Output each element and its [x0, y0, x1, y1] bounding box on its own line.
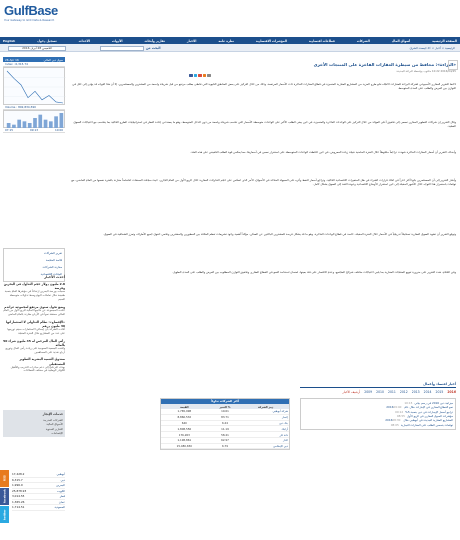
cell-value: 8,860,532 [161, 414, 208, 420]
archive-link-time: 08:30 [392, 418, 401, 423]
breadcrumb[interactable]: الرئيسية > أخبار > ٥٤ جيست الشرق [409, 46, 455, 50]
facebook-icon[interactable]: facebook [0, 488, 9, 505]
cell-change: 6.79 [208, 443, 243, 449]
cell-value: 1,808,556 [161, 426, 208, 432]
cell-company[interactable]: الدار [242, 437, 289, 443]
cell-company[interactable]: بنك دبي [242, 420, 289, 426]
volume-bar [33, 118, 37, 128]
tool-link[interactable]: قائمة المتابعة [45, 258, 62, 262]
news-body: أفادت الشركة بأن إجمالي الاستثمارات سيتم توزيعها على عدد من المشاريع خلال الفترة المقبلة [7, 326, 65, 335]
article-title: «البراءة»: محافظ من سيطرة العقارات الفاخرة على المنتجات الأخرى [313, 62, 456, 67]
volume-value: Volume : 892,834,590 [5, 105, 36, 109]
market-name: البحرين [56, 483, 65, 488]
time-tick: 09:13 [29, 128, 39, 132]
nav-item[interactable]: الأحداث [78, 38, 90, 43]
ad-slot[interactable] [448, 60, 458, 70]
market-name: قطر [59, 494, 65, 499]
market-value: 3,014.55 [12, 494, 25, 499]
news-item[interactable] [3, 305, 65, 317]
index-line-chart-svg [4, 68, 66, 106]
cell-value: 176,263 [161, 432, 208, 438]
column-header: القيمة [161, 404, 208, 409]
news-body: وافقت الجمعية العمومية على زيادة رأس المال وتوزيع أرباح نقدية على المساهمين [5, 345, 65, 354]
archive-year[interactable]: 2016 [447, 390, 456, 394]
volume-bar [60, 113, 64, 128]
archive-years [68, 389, 456, 395]
archive-link-item[interactable] [303, 423, 453, 427]
services-link[interactable]: الشركات المدرجة [43, 418, 63, 422]
market-name: دبي [60, 477, 65, 482]
archive-title: أخبار اقتصاد وأعمال [300, 382, 456, 388]
archive-link-text[interactable]: توقعات بتحسن الطلب على العقارات التجارية [400, 422, 453, 427]
column-header: التغير % [208, 404, 243, 409]
market-value: 25,878.93 [12, 488, 27, 493]
twitter-icon[interactable]: twitter [0, 506, 9, 523]
nav-item[interactable]: الشركات [356, 38, 370, 43]
index-line-chart [3, 67, 65, 105]
volume-bar-chart [3, 110, 65, 128]
latest-news-heading: أحدث الأخبار [44, 275, 65, 279]
market-row[interactable] [12, 505, 65, 511]
archive-link-text[interactable]: ميزانية دبي 2016 في رسم بياني [414, 401, 453, 405]
time-axis [3, 128, 65, 133]
archive-year[interactable]: 2013 [411, 390, 420, 394]
volume-bar-chart-svg [4, 111, 66, 129]
market-value: 6,315.7 [12, 477, 23, 482]
social-strip [0, 470, 9, 524]
print-icon[interactable] [207, 74, 211, 78]
volume-bar [17, 120, 21, 128]
news-item[interactable] [3, 320, 65, 336]
google-share-icon[interactable] [198, 74, 202, 78]
cell-change: 19.61 [208, 409, 243, 414]
date-selector[interactable]: الخميس 28 أبريل 2016 [8, 46, 66, 51]
volume-bar [49, 121, 53, 128]
email-share-icon[interactable] [203, 74, 207, 78]
services-link[interactable]: التقارير السنوية [45, 426, 63, 431]
cell-change: 6.24 [208, 420, 243, 426]
rss-icon[interactable]: RSS [0, 470, 9, 487]
archive-year[interactable]: 2010 [376, 390, 384, 394]
cell-value: 1,765,998 [161, 409, 208, 414]
market-value: 17,428.2 [12, 472, 25, 477]
archive-year[interactable]: 2015 [435, 390, 444, 394]
cell-change: 83.71 [208, 414, 243, 420]
volume-bar [38, 115, 42, 128]
archive-links [300, 398, 456, 430]
archive-link-time: 08:55 [396, 413, 405, 418]
tool-link[interactable]: البيانات الاقتصادية [40, 272, 62, 276]
article-paragraph: وفي الختام، شدد التقرير على ضرورة تنويع المنتجات العقارية بما يلبي احتياجات مختلف شرائح المجتمع، وعدم الاقتصار على فئة بعينها، لضمان استدامة النمو في القطاع العقاري وتحقيق التوازن المطلوب بين العرض والطلب على المدى الطويل. [172, 270, 456, 274]
nav-item[interactable]: English [3, 38, 16, 43]
archive-link-text[interactable]: مؤشرات السوق العقاري في الربع الأول [406, 413, 453, 418]
news-title[interactable]: رأس المال المرخص له 45 مليون شراء 50 بالمائة [3, 338, 65, 347]
archive-link-time: 09:40 [393, 405, 402, 410]
time-tick: 10:00 [54, 128, 63, 132]
share-icons [189, 73, 213, 78]
tool-link[interactable]: مقارنة الشركات [42, 265, 62, 269]
market-value: 1,714.51 [12, 505, 25, 510]
search-input[interactable] [100, 46, 144, 51]
cell-company[interactable]: إعمار [242, 414, 289, 420]
nav-item[interactable]: أسواق المال [391, 38, 411, 43]
volume-bar [54, 116, 58, 128]
index-panel [3, 57, 65, 133]
news-title[interactable]: وضع تحول سنوي مرتفع لمجموعة غراندم [4, 304, 65, 309]
cell-change: 11.19 [208, 426, 243, 432]
news-item[interactable] [3, 357, 65, 373]
cell-value: 15,480,650 [161, 443, 208, 449]
volume-bar [23, 121, 27, 128]
archive-year[interactable]: 2014 [423, 390, 432, 394]
market-name: أبوظبي [56, 472, 65, 477]
services-title: خدمات الإيجار [42, 412, 63, 416]
archive-year[interactable]: 2011 [388, 390, 396, 394]
news-body: سجلت بورصة البحرين ارتفاعاً في مؤشرها العام بنسبة طفيفة خلال تعاملات اليوم وسط تداولات متوسطة الحجم [4, 289, 65, 301]
article-paragraph: وأضاف التقرير أن أسعار العقارات الفاخرة شهدت تراجعاً ملحوظاً خلال الفترة الماضية نتيجة زيادة المعروض، في حين حافظت الوحدات المتوسطة على استقرار نسبي في أسعارها، مما يعكس قوة الطلب الحقيقي على هذه الفئة. [190, 150, 456, 154]
index-market-name: سوق دبي المالي [43, 57, 63, 62]
services-box [3, 410, 65, 437]
nav-item[interactable]: تسجيل دخول [37, 38, 57, 43]
cell-value: 640 [161, 420, 208, 426]
movers-header-row [161, 404, 289, 409]
brand-tagline: Your Gateway to GCC Data & Research [4, 19, 55, 22]
market-name: عمان [58, 499, 65, 504]
cell-change: 58.41 [208, 432, 243, 438]
archive-link-text[interactable]: تراجع أسعار الإيجارات في دبي بنسبة 5% [405, 409, 453, 414]
market-value: 1,365.26 [12, 499, 25, 504]
index-date: 26 Apr 16 [5, 57, 19, 62]
market-name: الكويت [56, 488, 65, 493]
nav-item[interactable]: المؤشرات الاقتصادية [255, 38, 287, 43]
cell-value: 1,198,861 [161, 437, 208, 443]
time-tick: 07:15 [5, 128, 14, 132]
main-nav [0, 37, 460, 44]
markets-list [12, 472, 65, 511]
column-header: رمز الشركة [242, 404, 289, 409]
brand-logo[interactable] [4, 3, 56, 25]
news-item[interactable] [3, 282, 65, 302]
cell-company[interactable]: شركة أبوظبي [242, 409, 289, 414]
nav-item[interactable]: قطاعات اقتصادية [308, 38, 335, 43]
cell-company[interactable]: دانة غاز [242, 432, 289, 438]
index-value: Index : 6,315.74 [5, 62, 28, 66]
tool-link[interactable]: تقرير الشركات [43, 251, 62, 255]
market-value: 1,996.9 [12, 483, 23, 488]
movers-table-box [160, 398, 290, 450]
news-item[interactable] [3, 339, 65, 355]
movers-title: أكثر الشركات تداولاً [161, 399, 289, 404]
volume-bar [44, 120, 48, 128]
services-link[interactable]: الإفصاحات [51, 430, 63, 435]
archive-link-text[interactable]: المشاريع العقارية الجديدة في أبوظبي خلال 2016 [385, 418, 453, 423]
news-title[interactable]: صندوق التنمية البشرية التطوير المستقبلي [19, 357, 65, 366]
archive-link-time: 10:15 [404, 401, 413, 405]
nav-item[interactable]: الصفحة الرئيسية [432, 38, 457, 43]
movers-table [161, 404, 289, 449]
news-body: أعلنت المجموعة عن نتائجها المالية للربع الأول من العام الحالي محققة نمواً في الأرباح مقارنة بالعام الماضي [3, 307, 65, 316]
table-row[interactable] [161, 443, 289, 449]
services-link[interactable]: الأسواق المالية [46, 422, 63, 427]
nav-item[interactable]: الأدوات [111, 38, 123, 43]
news-body: يهدف البرنامج إلى دعم مبادرات التدريب والتأهيل للكوادر الوطنية في مختلف القطاعات [10, 364, 65, 373]
news-title[interactable]: «الإفصاح»: نظام التداولي لا استثماراتها 39 مليون درهم [5, 319, 65, 328]
brand-name: GulfBase [4, 3, 58, 18]
archive-year[interactable]: 2009 [364, 390, 373, 394]
facebook-share-icon[interactable] [189, 74, 193, 78]
latest-news [3, 275, 65, 373]
article-paragraph: وتوقع التقرير أن تشهد السوق العقارية تصحيحاً تدريجياً في الأسعار خلال الفترة المقبلة، خاصة في قطاع الوحدات الفاخرة، وهو ما قد يشكل فرصة للمشترين الباحثين عن السكن، مؤكداً أهمية وجود تشريعات تنظم العلاقة بين المطورين والمشترين وتحمي حقوق جميع الأطراف وتعزز الشفافية في السوق. [103, 232, 456, 236]
twitter-share-icon[interactable] [194, 74, 198, 78]
cell-change: 62.97 [208, 437, 243, 443]
search-label: البحث عن [146, 46, 161, 50]
nav-item[interactable]: تقارير وأبحاث [144, 38, 165, 43]
cell-company[interactable]: دبي الإسلامي [242, 443, 289, 449]
news-title[interactable]: 2.8 مليون دولار حجم التداول في البحرين وقرصة [3, 282, 65, 291]
article-paragraph: وأشار التقرير إلى أن المستثمرين باتوا أكثر حذراً في اتخاذ قرارات الشراء في ظل المتغيرات الاقتصادية الحالية، وتراجع أسعار النفط وأثره على السيولة المتاحة في الأسواق، الأمر الذي انعكس على حجم التداولات العقارية خلال الربع الأول من العام الجاري، حيث سجلت الصفقات انخفاضاً مقارنة بالفترة نفسها من العام الماضي، مع توقعات باستمرار هذا التوجه خلال الأشهر المقبلة إلى حين استقرار الأوضاع الاقتصادية وعودة الثقة إلى السوق بشكل كامل. [71, 178, 456, 187]
article-meta: 2016/04/25 10:22 مكتوب بواسطة البراءة الجديدة [396, 69, 456, 73]
nav-item[interactable]: نظرة عامة [218, 38, 234, 43]
archive-year[interactable]: 2012 [399, 390, 408, 394]
archive-link[interactable]: أرشيف الأخبار [342, 390, 361, 394]
nav-item[interactable]: الاخبار [186, 38, 197, 43]
archive-link-time: 09:12 [395, 409, 404, 414]
archive-link-text[interactable]: نمو القطاع العقاري في الإمارات خلال عام 2016 [386, 405, 453, 410]
archive-link-time: 08:05 [390, 422, 399, 427]
article-paragraph: لاحظ التقرير العقاري الأسبوعي لشركة البراءة للعقارات الاتجاه نحو طرح المزيد من المشاريع العقارية المتميزة في قطاع العقارات الفاخرة ذات الأسعار المرتفعة، وذلك من خلال التركيز على بعض المناطق الحيوية التي تحظى بطلب مرتفع من قبل شريحة واسعة من المشترين والمستثمرين، إلا أن هذا التوجه قد يؤدي إلى خلل في التوازن بين العرض والطلب على المدى المتوسط. [72, 82, 456, 91]
market-name: السعودية [54, 505, 65, 510]
article-paragraph: وقال التقرير إن شركات التطوير العقاري تسعى إلى تحقيق أعلى العوائد من خلال التركيز على الوحدات الفاخرة والمتميزة، في حين يبقى الطلب الأكبر على الوحدات متوسطة الأسعار التي تناسب شريحة واسعة من ذوي الدخل المتوسط، وهو ما يستدعي إعادة النظر في استراتيجيات الطرح الحالية بما يتناسب مع احتياجات السوق الفعلية. [73, 120, 456, 129]
cell-company[interactable]: أرابتك [242, 426, 289, 432]
